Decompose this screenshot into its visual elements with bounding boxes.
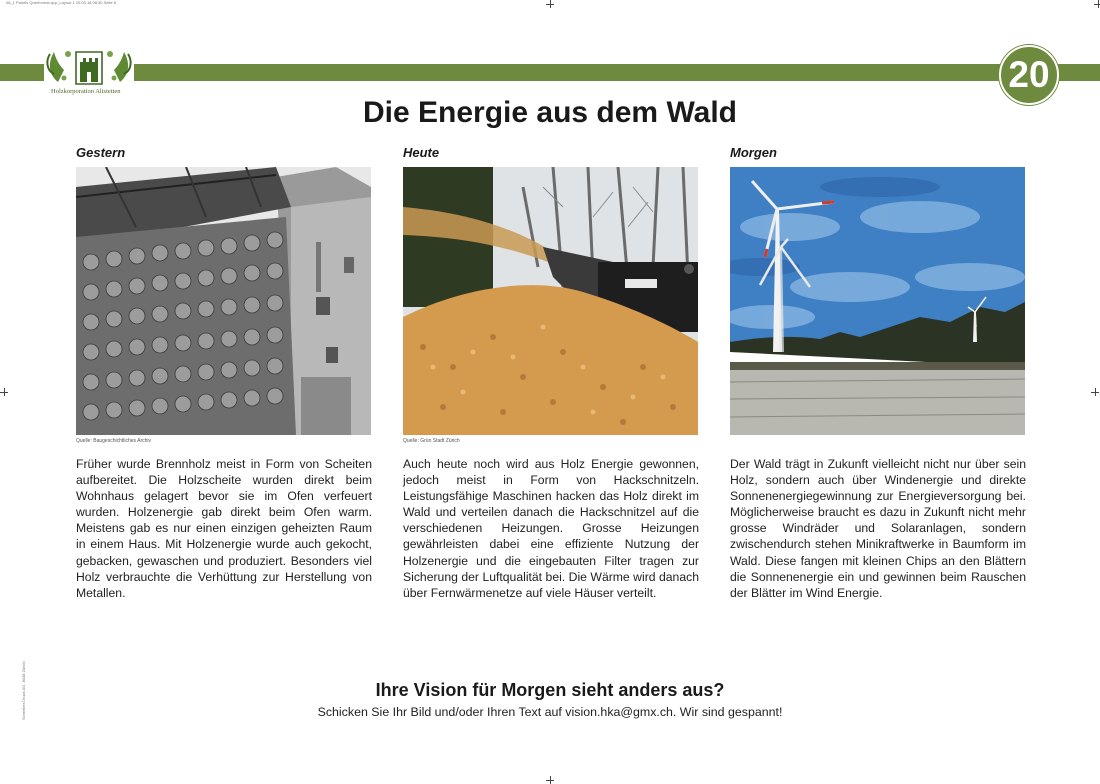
column-heading: Heute [403,145,440,160]
column-heading: Gestern [76,145,126,160]
column-heading: Morgen [730,145,777,160]
crop-mark-bottom [546,776,554,784]
cta-heading: Ihre Vision für Morgen sieht anders aus? [375,680,725,700]
crop-mark-top-right [1094,0,1100,8]
column-heute [403,145,699,601]
column-gestern [76,145,372,601]
wind-turbine-illustration [730,167,1025,435]
tower-oak-wreath-logo-icon [44,44,134,88]
crop-mark-top [546,0,554,8]
side-note: Schreiber Druck AG, 8048 Zürich [21,661,26,720]
panel-number: 20 [1008,54,1050,95]
logo-caption: Holzkorporation Altstetten [51,88,121,95]
column-text: Früher wurde Brennholz meist in Form von Scheiten aufbereitet. Die Holzscheite wurden direkt beim Wohnhaus gelagert bevor sie im Ofen verfeuert wurden. Holzenergie gab direkt beim Ofen warm. Meistens gab es nur einen einzigen geheizten Raum in einem Haus. Mit Holzenergie wurde auch gekocht, gebacken, gewaschen und produziert. Besonders viel Holz verbrauchte die Verhüttung zur Herstellung von Metallen. [76,457,372,600]
image-credit [730,438,1026,448]
image-credit: Quelle: Baugeschichtliches Archiv [76,438,152,444]
column-text: Der Wald trägt in Zukunft vielleicht nicht nur über sein Holz, sondern auch über Windenergie und direkte Sonnenenergiegewinnung zur Energieversorgung bei. Möglicherweise braucht es dazu in Zukunft nicht mehr grosse Windräder und Solaranlagen, sondern zwischendurch stehen Minikraftwerke in Baumform im Wald. Diese fangen mit kleinen Chips an den Blättern die Sonnenenergie ein und gewinnen beim Rauschen der Blätter im Wind Energie. [730,457,1026,600]
print-slug: 08_1 Panels Querformat.qxp_Layout 1 20.03.18 08:30 Seite 8 [6,0,117,5]
woodchips-photo [403,167,698,435]
firewood-photo [76,167,371,435]
header-bar [0,64,1100,81]
crop-mark-right [1091,388,1099,396]
column-morgen [730,145,1026,601]
crop-mark-left [0,388,8,396]
column-text: Auch heute noch wird aus Holz Energie gewonnen, jedoch meist in Form von Hackschnitzeln. Leistungsfähige Maschinen hacken das Holz direkt im Wald und verteilen danach die Hackschnitzel auf die verschiedenen Heizungen. Grosse Heizungen gewährleisten dabei eine effiziente Nutzung der Holzenergie und die eingebauten Filter tragen zur Sicherung der Luftqualität bei. Die Wärme wird danach über Fernwärmenetze auf viele Häuser verteilt. [403,457,699,600]
cta-text: Schicken Sie Ihr Bild und/oder Ihren Text auf vision.hka@gmx.ch. Wir sind gespannt! [317,705,783,719]
page-title: Die Energie aus dem Wald [363,96,737,129]
image-credit: Quelle: Grün Stadt Zürich [403,438,460,444]
